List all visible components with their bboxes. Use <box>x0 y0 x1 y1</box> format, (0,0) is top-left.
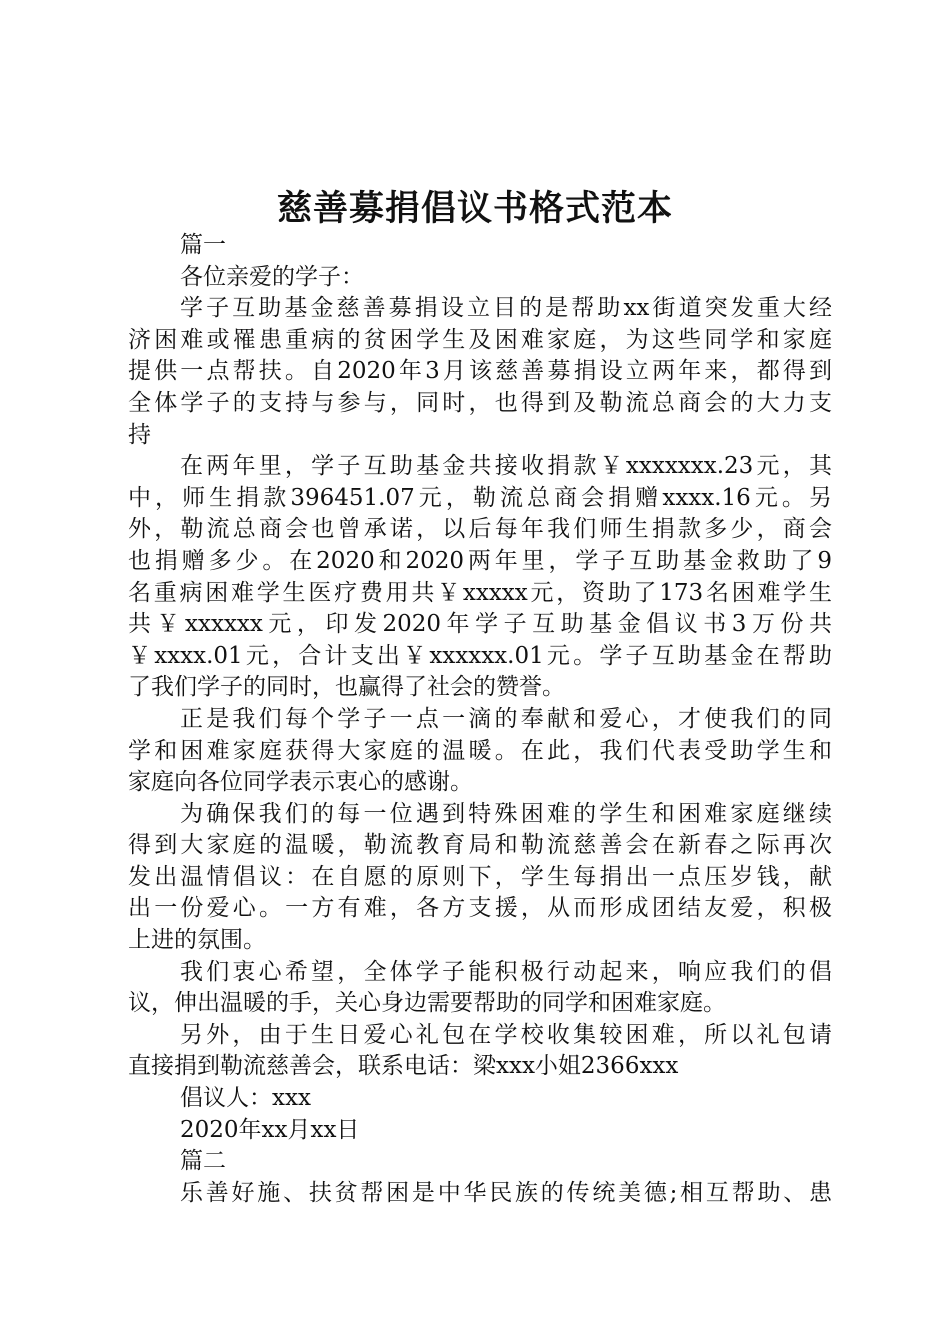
paragraph-line: 为确保我们的每一位遇到特殊困难的学生和困难家庭继续 <box>180 800 832 827</box>
paragraph-line: 全体学子的支持与参与，同时，也得到及勒流总商会的大力支 <box>128 389 832 416</box>
paragraph-line: 家庭向各位同学表示衷心的感谢。 <box>128 769 473 796</box>
paragraph-line: 正是我们每个学子一点一滴的奉献和爱心，才使我们的同 <box>180 705 832 732</box>
date-line: 2020年xx月xx日 <box>180 1116 360 1143</box>
document-body <box>128 230 832 1209</box>
signatory-line: 倡议人：xxx <box>180 1085 311 1112</box>
paragraph-line: 持 <box>128 421 151 448</box>
paragraph-line: 得到大家庭的温暖，勒流教育局和勒流慈善会在新春之际再次 <box>128 832 832 859</box>
paragraph-line: 在两年里，学子互助基金共接收捐款￥xxxxxxx.23元，其 <box>180 453 832 480</box>
paragraph-line: 乐善好施、扶贫帮困是中华民族的传统美德;相互帮助、患 <box>180 1179 832 1206</box>
paragraph-line: 议，伸出温暖的手，关心身边需要帮助的同学和困难家庭。 <box>128 990 726 1017</box>
paragraph-line: ￥xxxx.01元，合计支出￥xxxxxx.01元。学子互助基金在帮助 <box>128 642 832 669</box>
paragraph-line: 共￥xxxxxx元，印发2020年学子互助基金倡议书3万份共 <box>128 611 832 638</box>
paragraph-line: 上进的氛围。 <box>128 927 266 954</box>
paragraph-line: 也捐赠多少。在2020和2020两年里，学子互助基金救助了9 <box>128 547 832 574</box>
paragraph-line: 出一份爱心。一方有难，各方支援，从而形成团结友爱，积极 <box>128 895 832 922</box>
paragraph-line: 我们衷心希望，全体学子能积极行动起来，响应我们的倡 <box>180 958 832 985</box>
section-heading: 篇二 <box>180 1148 226 1175</box>
paragraph-line: 济困难或罹患重病的贫困学生及困难家庭，为这些同学和家庭 <box>128 326 832 353</box>
paragraph-line: 另外，由于生日爱心礼包在学校收集较困难，所以礼包请 <box>180 1021 832 1048</box>
section-heading: 篇一 <box>180 232 226 258</box>
paragraph-line: 学和困难家庭获得大家庭的温暖。在此，我们代表受助学生和 <box>128 737 832 764</box>
paragraph-line: 外，勒流总商会也曾承诺，以后每年我们师生捐款多少，商会 <box>128 516 832 543</box>
salutation: 各位亲爱的学子： <box>180 263 364 290</box>
paragraph-line: 发出温情倡议：在自愿的原则下，学生每捐出一点压岁钱，献 <box>128 863 832 890</box>
paragraph-line: 直接捐到勒流慈善会，联系电话：梁xxx小姐2366xxx <box>128 1053 679 1080</box>
paragraph-line: 了我们学子的同时，也赢得了社会的赞誉。 <box>128 674 565 701</box>
paragraph-line: 学子互助基金慈善募捐设立目的是帮助xx街道突发重大经 <box>180 295 832 322</box>
paragraph-line: 中，师生捐款396451.07元，勒流总商会捐赠xxxx.16元。另 <box>128 484 832 511</box>
paragraph-line: 名重病困难学生医疗费用共￥xxxxx元，资助了173名困难学生 <box>128 579 832 606</box>
paragraph-line: 提供一点帮扶。自2020年3月该慈善募捐设立两年来，都得到 <box>128 358 832 385</box>
document-title: 慈善募捐倡议书格式范本 <box>276 189 673 229</box>
